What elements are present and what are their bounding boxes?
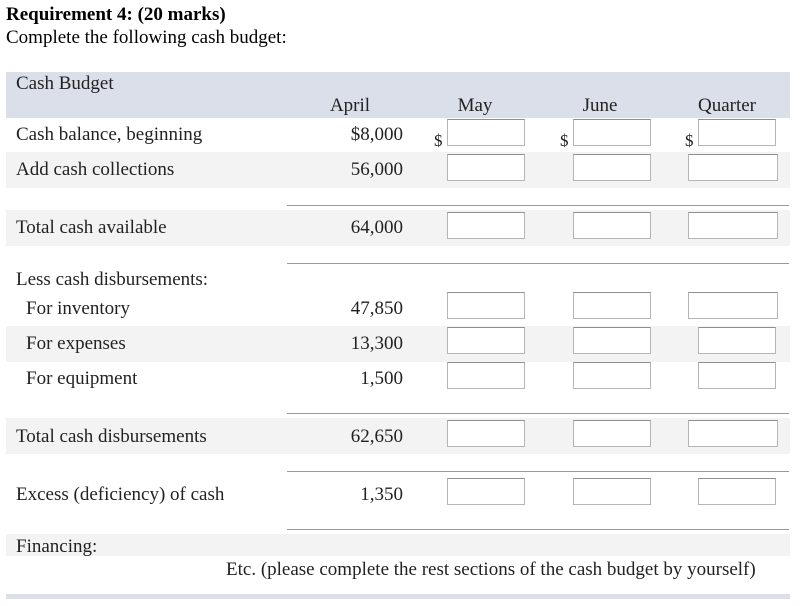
may-total-disbursements-input[interactable] xyxy=(447,420,525,447)
row-label-expenses: For expenses xyxy=(26,333,126,354)
june-collections-input[interactable] xyxy=(573,154,651,181)
april-collections-value: 56,000 xyxy=(350,159,403,180)
row-stripe xyxy=(6,534,790,556)
row-label-total-disbursements: Total cash disbursements xyxy=(16,426,207,447)
may-expenses-input[interactable] xyxy=(447,327,525,354)
row-label-less-disbursements: Less cash disbursements: xyxy=(16,269,209,290)
april-expenses-value: 13,300 xyxy=(350,333,403,354)
quarter-inventory-input[interactable] xyxy=(688,292,778,319)
row-label-total-available: Total cash available xyxy=(16,217,167,238)
quarter-total-disbursements-input[interactable] xyxy=(688,420,778,447)
april-beginning-value: $8,000 xyxy=(350,124,403,145)
june-equipment-input[interactable] xyxy=(573,362,651,389)
dollar-sign-quarter: $ xyxy=(685,131,694,150)
budget-title: Cash Budget xyxy=(16,73,114,94)
total-separator xyxy=(287,205,789,206)
column-header-june: June xyxy=(582,95,618,116)
column-header-quarter: Quarter xyxy=(697,95,757,116)
footer-band xyxy=(6,594,790,599)
row-label-inventory: For inventory xyxy=(26,298,130,319)
budget-header-band xyxy=(6,72,790,118)
row-label-financing: Financing: xyxy=(16,536,98,557)
column-header-may: May xyxy=(457,95,493,116)
requirement-title: Requirement 4: (20 marks) xyxy=(6,4,226,25)
quarter-excess-input[interactable] xyxy=(698,478,776,505)
row-label-beginning: Cash balance, beginning xyxy=(16,124,203,145)
april-excess-value: 1,350 xyxy=(360,484,403,505)
total-separator xyxy=(287,413,789,414)
june-inventory-input[interactable] xyxy=(573,292,651,319)
section-separator xyxy=(287,471,789,472)
april-inventory-value: 47,850 xyxy=(350,298,403,319)
quarter-expenses-input[interactable] xyxy=(698,327,776,354)
april-total-available-value: 64,000 xyxy=(350,217,403,238)
quarter-collections-input[interactable] xyxy=(688,154,778,181)
april-total-disbursements-value: 62,650 xyxy=(350,426,403,447)
may-excess-input[interactable] xyxy=(447,478,525,505)
may-collections-input[interactable] xyxy=(447,154,525,181)
instruction-note: Etc. (please complete the rest sections of the cash budget by yourself) xyxy=(226,559,756,580)
dollar-sign-may: $ xyxy=(434,131,443,150)
row-label-excess: Excess (deficiency) of cash xyxy=(16,484,225,505)
april-equipment-value: 1,500 xyxy=(360,368,403,389)
section-separator xyxy=(287,529,789,530)
june-beginning-input[interactable] xyxy=(573,119,651,146)
quarter-beginning-input[interactable] xyxy=(698,119,776,146)
june-total-disbursements-input[interactable] xyxy=(573,420,651,447)
row-label-equipment: For equipment xyxy=(26,368,138,389)
may-total-available-input[interactable] xyxy=(447,212,525,239)
june-total-available-input[interactable] xyxy=(573,212,651,239)
may-inventory-input[interactable] xyxy=(447,292,525,319)
section-separator xyxy=(287,263,789,264)
dollar-sign-june: $ xyxy=(560,131,569,150)
column-header-april: April xyxy=(329,95,371,116)
may-equipment-input[interactable] xyxy=(447,362,525,389)
row-label-collections: Add cash collections xyxy=(16,159,175,180)
may-beginning-input[interactable] xyxy=(447,119,525,146)
june-expenses-input[interactable] xyxy=(573,327,651,354)
quarter-total-available-input[interactable] xyxy=(688,212,778,239)
june-excess-input[interactable] xyxy=(573,478,651,505)
quarter-equipment-input[interactable] xyxy=(698,362,776,389)
requirement-instruction: Complete the following cash budget: xyxy=(6,27,287,48)
